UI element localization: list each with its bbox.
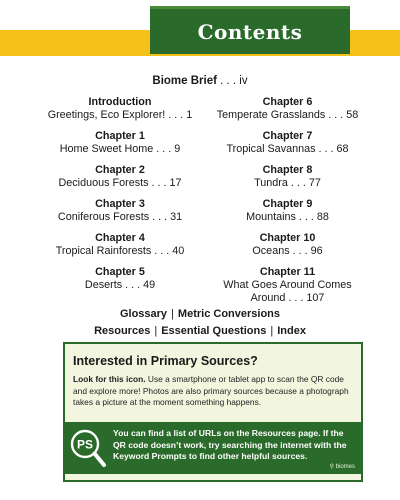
toc-chapter-title: Tropical Rainforests . . . 40 xyxy=(55,245,185,257)
toc-chapter-title: Oceans . . . 96 xyxy=(252,245,323,257)
toc-left-column xyxy=(40,96,200,300)
link-glossary[interactable]: Glossary xyxy=(119,308,168,320)
toc-entry-chapter-11[interactable] xyxy=(205,266,370,304)
toc-chapter-label: Chapter 9 xyxy=(262,198,313,210)
toc-entry-chapter-3[interactable] xyxy=(40,198,200,232)
toc-entry-introduction[interactable] xyxy=(40,96,200,130)
toc-chapter-label: Chapter 1 xyxy=(95,130,145,142)
primary-sources-title: Interested in Primary Sources? xyxy=(73,354,258,368)
primary-sources-box xyxy=(63,342,363,482)
header-tab xyxy=(150,6,350,54)
toc-chapter-title: Tropical Savannas . . . 68 xyxy=(226,143,349,155)
toc-chapter-label: Chapter 8 xyxy=(262,164,313,176)
primary-sources-body xyxy=(73,374,357,409)
toc-chapter-title: Coniferous Forests . . . 31 xyxy=(57,211,183,223)
toc-entry-chapter-4[interactable] xyxy=(40,232,200,266)
toc-entry-chapter-7[interactable] xyxy=(205,130,370,164)
toc-entry-chapter-8[interactable] xyxy=(205,164,370,198)
link-separator: | xyxy=(270,325,274,337)
primary-sources-strip-text: You can find a list of URLs on the Resources page. If the QR code doesn’t work, try searching the internet with the Keyword Prompts to find other helpful sources. xyxy=(113,428,347,461)
primary-sources-text: Use a smartphone or tablet app to scan the QR code and explore more! Photos are also primary sources because a photograph takes a picture at the moment something happens. xyxy=(73,374,349,407)
toc-chapter-title: Deserts . . . 49 xyxy=(84,279,156,291)
toc-chapter-title: Temperate Grasslands . . . 58 xyxy=(216,109,359,121)
toc-entry-chapter-2[interactable] xyxy=(40,164,200,198)
link-index[interactable]: Index xyxy=(277,325,306,337)
toc-chapter-label: Chapter 5 xyxy=(95,266,145,278)
toc-entry-chapter-5[interactable] xyxy=(40,266,200,300)
page-title: Contents xyxy=(197,19,303,44)
toc-chapter-title: Mountains . . . 88 xyxy=(246,211,329,223)
primary-sources-lead: Look for this icon. xyxy=(73,374,146,384)
toc-chapter-label: Chapter 7 xyxy=(262,130,313,142)
toc-chapter-label: Chapter 11 xyxy=(259,266,316,278)
toc-chapter-label: Chapter 6 xyxy=(262,96,313,108)
toc-right-column xyxy=(205,96,370,304)
toc-entry-chapter-9[interactable] xyxy=(205,198,370,232)
link-resources[interactable]: Resources xyxy=(94,325,151,337)
ps-magnifier-icon xyxy=(69,428,107,468)
toc-chapter-label: Chapter 2 xyxy=(95,164,145,176)
keyword-prompt-tag xyxy=(330,463,355,470)
toc-chapter-title: Home Sweet Home . . . 9 xyxy=(59,143,181,155)
toc-chapter-label: Introduction xyxy=(88,96,152,108)
toc-entry-chapter-1[interactable] xyxy=(40,130,200,164)
link-metric-conversions[interactable]: Metric Conversions xyxy=(177,308,281,320)
toc-entry-chapter-6[interactable] xyxy=(205,96,370,130)
link-essential-questions[interactable]: Essential Questions xyxy=(161,325,267,337)
toc-chapter-title: What Goes Around Comes xyxy=(223,279,352,291)
toc-chapter-title: Greetings, Eco Explorer! . . . 1 xyxy=(47,109,193,121)
ps-icon-label: PS xyxy=(76,437,94,452)
back-matter-links xyxy=(0,306,400,340)
toc-chapter-label: Chapter 10 xyxy=(259,232,316,244)
biome-brief-page: . . . iv xyxy=(216,75,248,87)
link-separator: | xyxy=(171,308,174,320)
toc-chapter-title: Tundra . . . 77 xyxy=(254,177,321,189)
primary-sources-strip xyxy=(63,422,363,474)
toc-chapter-label: Chapter 4 xyxy=(95,232,145,244)
link-separator: | xyxy=(154,325,158,337)
toc-chapter-title-cont: Around . . . 107 xyxy=(250,292,325,304)
toc-chapter-label: Chapter 3 xyxy=(95,198,145,210)
toc-entry-chapter-10[interactable] xyxy=(205,232,370,266)
biome-brief-label: Biome Brief xyxy=(152,75,217,87)
search-icon: ⚲ xyxy=(329,464,334,470)
toc-chapter-title: Deciduous Forests . . . 17 xyxy=(58,177,182,189)
biome-brief-entry[interactable] xyxy=(0,75,400,87)
keyword-prompt-text: biomes xyxy=(335,464,355,470)
